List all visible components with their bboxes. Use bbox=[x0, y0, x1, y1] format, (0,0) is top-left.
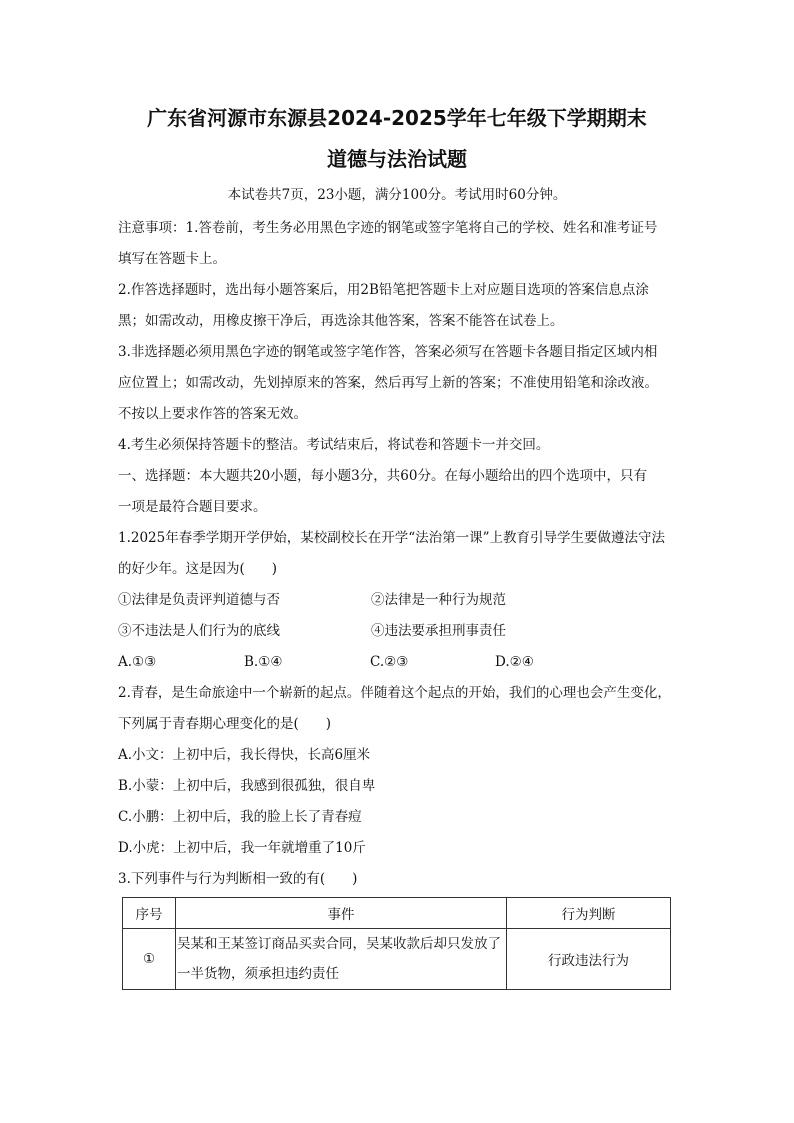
row-event-line: 吴某和王某签订商品买卖合同，吴某收款后却只发放了 bbox=[177, 936, 501, 952]
question-1-stem: 的好少年。这是因为( ) bbox=[118, 561, 278, 577]
row-event bbox=[176, 929, 507, 990]
option-c: C.②③ bbox=[370, 654, 409, 670]
statement-2: ②法律是一种行为规范 bbox=[371, 592, 506, 608]
question-3-table bbox=[122, 897, 671, 990]
option-b: B.①④ bbox=[244, 654, 283, 670]
statement-1: ①法律是负责评判道德与否 bbox=[118, 592, 280, 608]
exam-content bbox=[118, 213, 678, 895]
table-row bbox=[123, 929, 671, 990]
option-a: A.小文：上初中后，我长得快，长高6厘米 bbox=[118, 747, 371, 763]
instruction-line: 2.作答选择题时，选出每小题答案后，用2B铅笔把答题卡上对应题目选项的答案信息点涂 bbox=[118, 282, 649, 298]
row-event-line: 一半货物，须承担违约责任 bbox=[177, 966, 339, 982]
option-d: D.小虎：上初中后，我一年就增重了10斤 bbox=[118, 840, 366, 856]
option-b: B.小蒙：上初中后，我感到很孤独，很自卑 bbox=[118, 778, 376, 794]
statement-4: ④违法要承担刑事责任 bbox=[371, 623, 506, 639]
section-heading: 一、选择题：本大题共20小题，每小题3分，共60分。在每小题给出的四个选项中，只有 bbox=[118, 468, 647, 484]
table-header-row bbox=[123, 898, 671, 929]
question-3-stem: 3.下列事件与行为判断相一致的有( ) bbox=[118, 871, 358, 887]
exam-info: 本试卷共7页，23小题，满分100分。考试用时60分钟。 bbox=[227, 187, 567, 203]
exam-subject-title: 道德与法治试题 bbox=[327, 147, 467, 171]
row-number: ① bbox=[123, 929, 176, 990]
question-1-options-row bbox=[118, 647, 678, 678]
exam-title: 广东省河源市东源县2024-2025学年七年级下学期期末 bbox=[147, 106, 647, 130]
question-1-stem: 1.2025年春季学期开学伊始，某校副校长在开学“法治第一课”上教育引导学生要做遵法守法 bbox=[118, 530, 666, 546]
question-2-stem: 2.青春，是生命旅途中一个崭新的起点。伴随着这个起点的开始，我们的心理也会产生变化， bbox=[118, 685, 671, 701]
instruction-line: 应位置上；如需改动，先划掉原来的答案，然后再写上新的答案；不准使用铅笔和涂改液。 bbox=[118, 375, 658, 391]
instruction-line: 填写在答题卡上。 bbox=[118, 251, 226, 267]
column-header-number: 序号 bbox=[123, 898, 176, 929]
option-c: C.小鹏：上初中后，我的脸上长了青春痘 bbox=[118, 809, 362, 825]
instruction-line: 不按以上要求作答的答案无效。 bbox=[118, 406, 307, 422]
row-judgement: 行政违法行为 bbox=[507, 929, 671, 990]
question-1-statements-row bbox=[118, 616, 678, 647]
option-d: D.②④ bbox=[495, 654, 534, 670]
question-1-statements-row bbox=[118, 585, 678, 616]
option-a: A.①③ bbox=[118, 654, 157, 670]
section-heading: 一项是最符合题目要求。 bbox=[118, 499, 267, 515]
column-header-event: 事件 bbox=[176, 898, 507, 929]
instruction-line: 3.非选择题必须用黑色字迹的钢笔或签字笔作答，答案必须写在答题卡各题目指定区域内相 bbox=[118, 344, 658, 360]
instruction-line: 注意事项：1.答卷前，考生务必用黑色字迹的钢笔或签字笔将自己的学校、姓名和准考证号 bbox=[118, 220, 658, 236]
instruction-line: 黑；如需改动，用橡皮擦干净后，再选涂其他答案，答案不能答在试卷上。 bbox=[118, 313, 564, 329]
statement-3: ③不违法是人们行为的底线 bbox=[118, 623, 280, 639]
question-2-stem: 下列属于青春期心理变化的是( ) bbox=[118, 716, 332, 732]
instruction-line: 4.考生必须保持答题卡的整洁。考试结束后，将试卷和答题卡一并交回。 bbox=[118, 437, 550, 453]
column-header-judgement: 行为判断 bbox=[507, 898, 671, 929]
